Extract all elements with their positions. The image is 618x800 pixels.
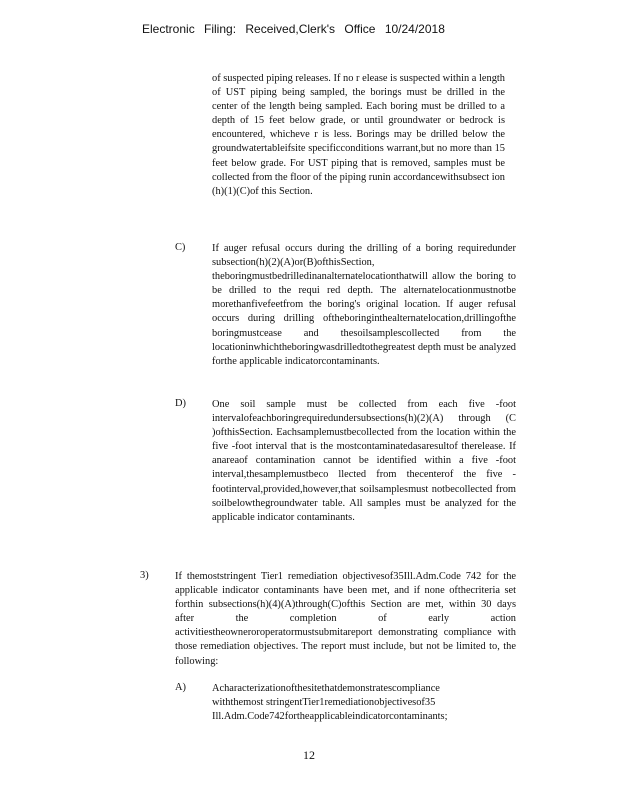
- paragraph-text: of suspected piping releases. If no r elease is suspected within a length of UST piping being sampled, the borings must be drilled in the center of the length being sampled. Each boring must be drilled to a depth of 15 feet below grade, or until groundwater or bedrock is encountered, whicheve r is less. Borings may be drilled below the groundwatertableifsite specificconditions warrant,but no more than 15 feet below grade. For UST piping that is removed, samples must be collected from the floor of the piping runin accordancewithsubsect ion (h)(1)(C)of this Section.: [212, 73, 505, 197]
- list-label-a: A): [175, 682, 186, 693]
- paragraph-d: [212, 398, 516, 525]
- list-label-c: C): [175, 242, 186, 253]
- page-number: 12: [303, 748, 315, 762]
- paragraph-text: Acharacterizationofthesitethatdemonstratescompliance withthemost stringentTier1remediationobjectivesof35 Ill.Adm.Code742fortheapplicableindicatorcontaminants;: [212, 683, 448, 723]
- paragraph-text: If themoststringent Tier1 remediation objectivesof35Ill.Adm.Code 742 for the applicable indicator contaminants have been met, and if none ofthecriteria set forthin subsections(h)(4)(A)through(C)ofthis Section are met, within 30 days after the completion of early action activitiestheowneroroperatormustsubmitareport demonstrating compliance with those remediation objectives. The report must include, but not be limited to, the following:: [175, 571, 516, 667]
- list-label-3: 3): [140, 570, 149, 581]
- paragraph-text: One soil sample must be collected from each five -foot intervalofeachboringrequiredundersubsections(h)(2)(A) through (C )ofthisSection. Eachsamplemustbecollected from the location within the five -foot interval that is the mostcontaminatedasaresultof therelease. If anareaof contamination cannot be identified within a five -foot interval,thesamplemustbeco llected from thecenterof the five -footinterval,provided,however,that soilsamplesmust notbecollected from soilbelowthegroundwater table. All samples must be analyzed for the applicable indicator contaminants.: [212, 399, 516, 523]
- list-label-d: D): [175, 398, 186, 409]
- paragraph-3: [175, 570, 516, 669]
- paragraph-continuation: [212, 72, 505, 199]
- paragraph-a: [212, 682, 477, 724]
- paragraph-c: [212, 242, 516, 369]
- filing-header: Electronic Filing: Received,Clerk's Office 10/24/2018: [142, 22, 445, 36]
- paragraph-text: If auger refusal occurs during the drilling of a boring requiredunder subsection(h)(2)(A)or(B)ofthisSection, theboringmustbedrilledinanalternatelocationthatwill allow the boring to be drilled to the requi red depth. The alternatelocationmustnotbe morethanfivefeetfrom the boring's original location. If auger refusal occurs during drilling oftheboringinthealternatelocation,drillingofthe boringmustcease and thesoilsamplescollected from the locationinwhichtheboringwasdrilledtothegreatest depth must be analyzed forthe applicable indicatorcontaminants.: [212, 243, 516, 367]
